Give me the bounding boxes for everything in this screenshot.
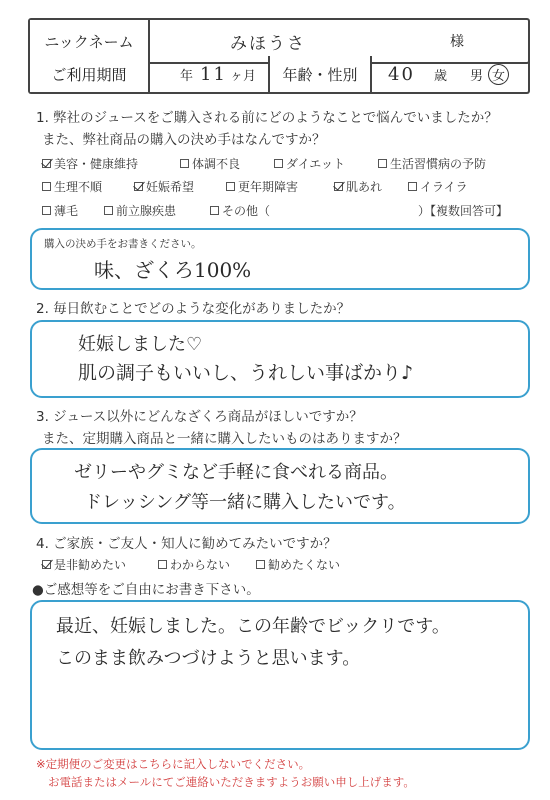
age-sex-label: 年齢・性別 <box>268 56 372 92</box>
checkbox[interactable] <box>42 159 51 168</box>
period-label: ご利用期間 <box>30 56 150 92</box>
q3-answer-line1: ゼリーやグミなど手軽に食べれる商品。 <box>74 462 398 483</box>
q4-option-unsure[interactable] <box>158 556 230 573</box>
female-option-circled: 女 <box>488 64 509 85</box>
q2-answer-line1: 妊娠しました♡ <box>78 334 203 355</box>
q1-option-prostate[interactable] <box>104 202 176 219</box>
footer-note-line2: お電話またはメールにてご連絡いただきますようお願い申し上げます。 <box>48 775 415 789</box>
q1-option-menopause[interactable] <box>226 178 298 195</box>
checkbox[interactable] <box>180 159 189 168</box>
q1-option-diet[interactable] <box>274 155 345 172</box>
option-label: ダイエット <box>286 157 346 171</box>
q1-option-other[interactable] <box>210 202 270 219</box>
q1-answer-text: 味、ざくろ100% <box>94 258 252 282</box>
checkbox[interactable] <box>42 182 51 191</box>
option-label: 更年期障害 <box>238 180 299 194</box>
option-label: 妊娠希望 <box>146 180 195 194</box>
q1-option-irritation[interactable] <box>408 178 468 195</box>
option-label: 薄毛 <box>54 204 79 218</box>
option-label: その他（ <box>222 204 271 218</box>
q1-line1: 1. 弊社のジュースをご購入される前にどのようなことで悩んでいましたか？ <box>36 110 498 126</box>
q1-option-menstrual[interactable] <box>42 178 102 195</box>
impressions-heading: ●ご感想等をご自由にお書き下さい。 <box>32 582 260 598</box>
impressions-answer-line2: このまま飲みつづけようと思います。 <box>56 648 361 669</box>
checkbox[interactable] <box>104 206 113 215</box>
q4-option-recommend[interactable] <box>42 556 126 573</box>
option-label: 前立腺疾患 <box>116 204 177 218</box>
age-unit: 歳 <box>434 68 448 84</box>
impressions-answer-line1: 最近、妊娠しました。この年齢でビックリです。 <box>56 616 450 637</box>
q1-line2: また、弊社商品の購入の決め手はなんですか？ <box>42 132 326 148</box>
checkbox[interactable] <box>334 182 343 191</box>
checkbox[interactable] <box>42 206 51 215</box>
male-option: 男 <box>470 68 484 84</box>
honorific: 様 <box>450 34 464 50</box>
q3-line2: また、定期購入商品と一緒に購入したいものはありますか？ <box>42 431 407 447</box>
checkbox[interactable] <box>210 206 219 215</box>
q2-answer-box[interactable] <box>30 320 530 398</box>
option-label: 生理不順 <box>54 180 103 194</box>
nickname-label: ニックネーム <box>30 20 150 62</box>
checkbox[interactable] <box>42 560 51 569</box>
q1-multiple-answer-note: ）【複数回答可】 <box>418 204 509 218</box>
female-option <box>488 56 509 92</box>
period-month-unit: ヶ月 <box>230 68 257 84</box>
q1-option-beauty[interactable] <box>42 155 138 172</box>
period-year-unit: 年 <box>180 68 194 84</box>
age-value: 40 <box>388 63 415 85</box>
q1-answer-label: 購入の決め手をお書きください。 <box>44 238 202 250</box>
q1-option-pregnancy[interactable] <box>134 178 194 195</box>
checkbox[interactable] <box>378 159 387 168</box>
impressions-answer-box[interactable] <box>30 600 530 750</box>
option-label: 肌あれ <box>346 180 383 194</box>
footer-note-line1: ※定期便のご変更はこちらに記入しないでください。 <box>36 757 311 771</box>
q1-answer-box[interactable] <box>30 228 530 290</box>
q1-option-condition[interactable] <box>180 155 240 172</box>
option-label: 生活習慣病の予防 <box>390 157 487 171</box>
checkbox[interactable] <box>134 182 143 191</box>
period-value: 11 <box>200 63 227 85</box>
q1-option-skin[interactable] <box>334 178 382 195</box>
checkbox[interactable] <box>158 560 167 569</box>
q1-option-hair[interactable] <box>42 202 78 219</box>
q3-answer-box[interactable] <box>30 448 530 524</box>
period-age-row <box>28 56 530 94</box>
q2-line1: 2. 毎日飲むことでどのような変化がありましたか？ <box>36 301 351 317</box>
option-label: 是非勧めたい <box>54 558 127 572</box>
option-label: 美容・健康維持 <box>54 157 139 171</box>
checkbox[interactable] <box>274 159 283 168</box>
option-label: 体調不良 <box>192 157 241 171</box>
option-label: 勧めたくない <box>268 558 341 572</box>
q3-answer-line2: ドレッシング等一緒に購入したいです。 <box>84 492 406 513</box>
q4-line1: 4. ご家族・ご友人・知人に勧めてみたいですか？ <box>36 536 337 552</box>
checkbox[interactable] <box>408 182 417 191</box>
q4-option-not-recommend[interactable] <box>256 556 340 573</box>
q2-answer-line2: 肌の調子もいいし、うれしい事ばかり♪ <box>78 362 414 384</box>
q3-line1: 3. ジュース以外にどんなざくろ商品がほしいですか？ <box>36 409 363 425</box>
nickname-value: みほうさ <box>230 33 306 54</box>
option-label: わからない <box>170 558 231 572</box>
checkbox[interactable] <box>256 560 265 569</box>
option-label: イライラ <box>420 180 468 194</box>
checkbox[interactable] <box>226 182 235 191</box>
q1-option-lifestyle[interactable] <box>378 155 486 172</box>
